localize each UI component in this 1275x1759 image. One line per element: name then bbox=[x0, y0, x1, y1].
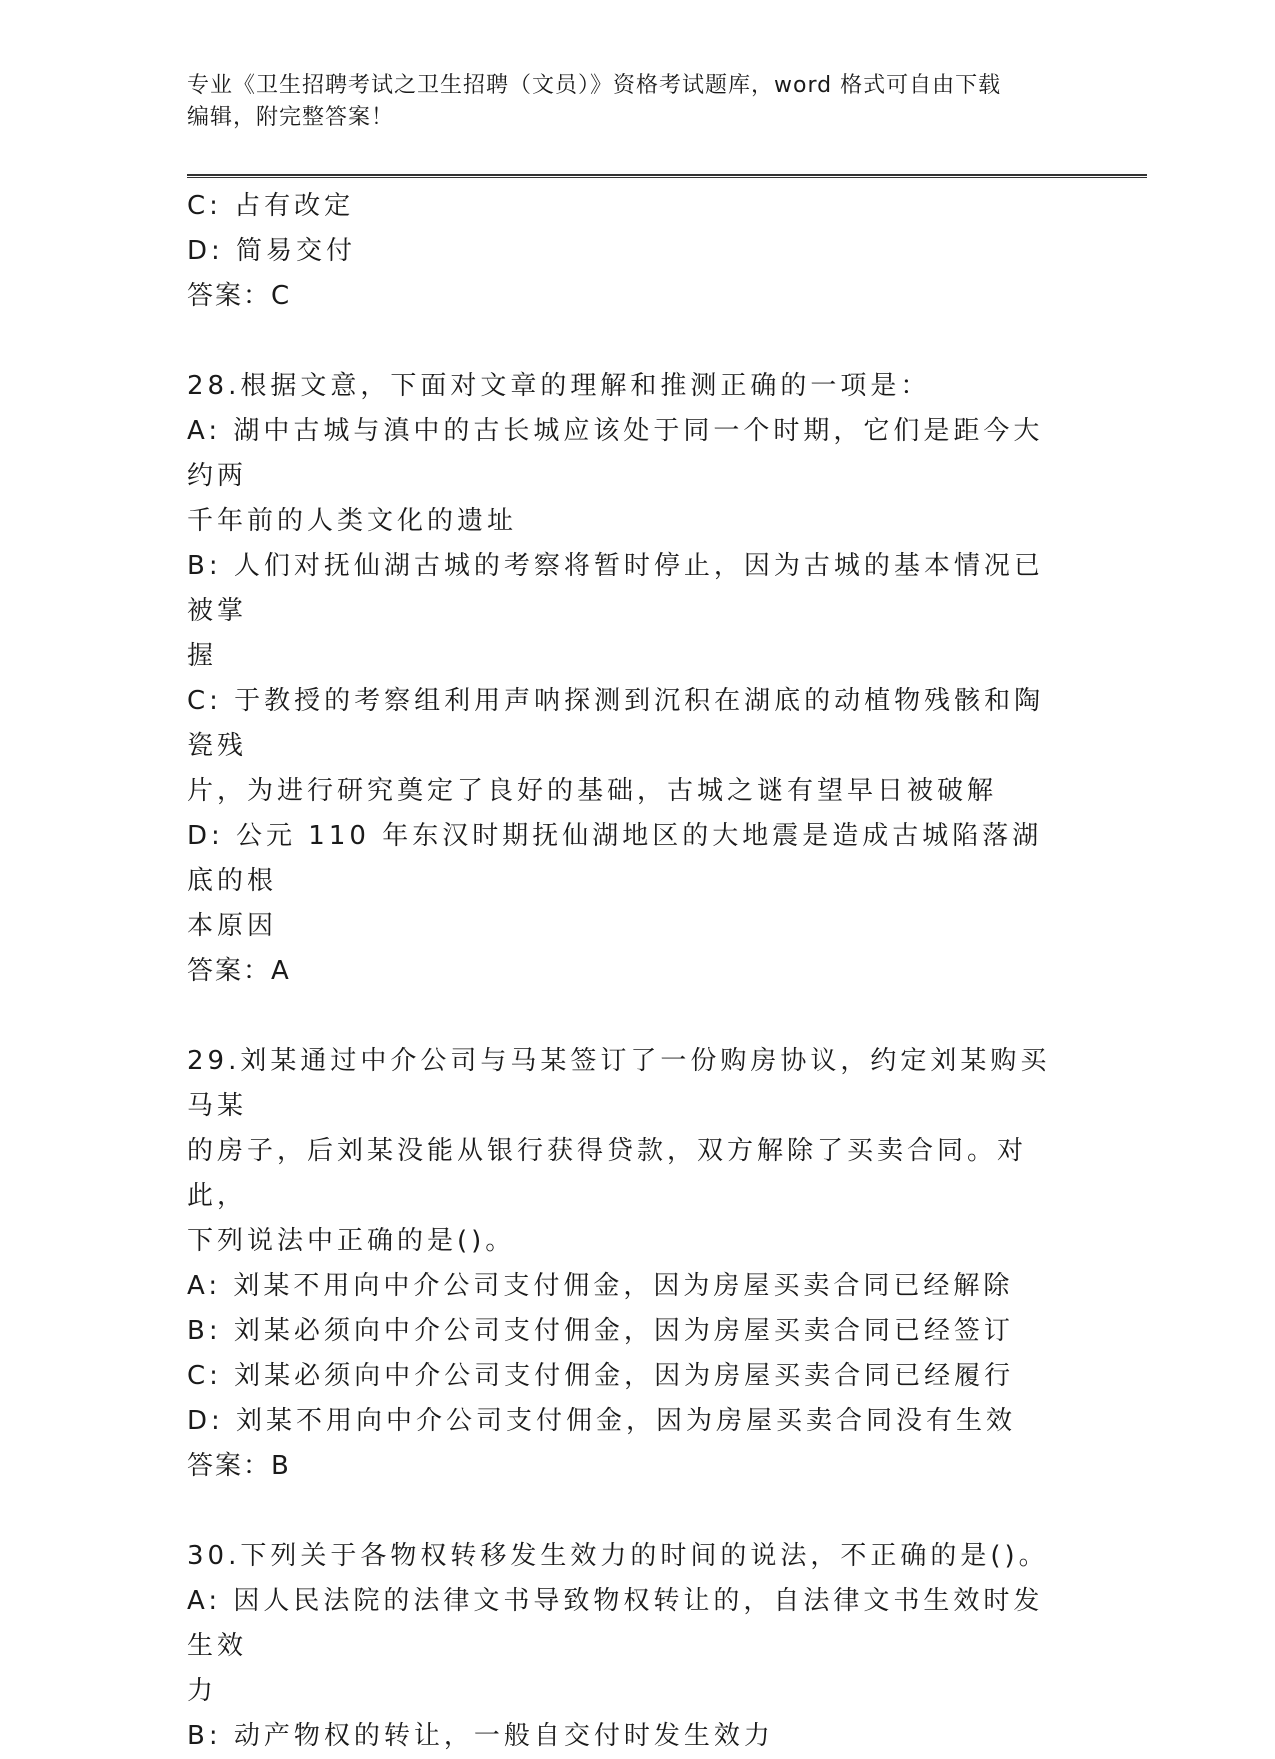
question-28-option-c: C: 于教授的考察组利用声呐探测到沉积在湖底的动植物残骸和陶瓷残 bbox=[187, 686, 1045, 761]
document-page bbox=[187, 70, 1147, 1759]
question-30-stem: 30.下列关于各物权转移发生效力的时间的说法，不正确的是()。 bbox=[187, 1541, 1049, 1571]
question-29-stem: 29.刘某通过中介公司与马某签订了一份购房协议，约定刘某购买马某 bbox=[187, 1046, 1051, 1121]
question-28-option-d: D: 公元 110 年东汉时期抚仙湖地区的大地震是造成古城陷落湖底的根 bbox=[187, 821, 1043, 896]
option-d: D: 简易交付 bbox=[187, 236, 357, 266]
question-28-option-c-cont: 片，为进行研究奠定了良好的基础，古城之谜有望早日被破解 bbox=[187, 776, 998, 806]
question-29-option-d: D: 刘某不用向中介公司支付佣金，因为房屋买卖合同没有生效 bbox=[187, 1406, 1017, 1436]
document-header bbox=[187, 70, 1067, 134]
option-c: C: 占有改定 bbox=[187, 191, 355, 221]
header-line-1: 专业《卫生招聘考试之卫生招聘（文员）》资格考试题库，word 格式可自由下载 bbox=[187, 73, 1002, 98]
question-28-answer: 答案：A bbox=[187, 956, 291, 986]
question-29-option-b: B: 刘某必须向中介公司支付佣金，因为房屋买卖合同已经签订 bbox=[187, 1316, 1014, 1346]
spacer bbox=[187, 1489, 1067, 1534]
question-28-option-a-cont: 千年前的人类文化的遗址 bbox=[187, 506, 518, 536]
question-28-option-b: B: 人们对抚仙湖古城的考察将暂时停止，因为古城的基本情况已被掌 bbox=[187, 551, 1044, 626]
question-29-option-c: C: 刘某必须向中介公司支付佣金，因为房屋买卖合同已经履行 bbox=[187, 1361, 1015, 1391]
question-28-option-d-cont: 本原因 bbox=[187, 911, 278, 941]
question-30-option-a-cont: 力 bbox=[187, 1676, 218, 1706]
question-29-stem-cont: 下列说法中正确的是()。 bbox=[187, 1226, 516, 1256]
question-28-stem: 28.根据文意，下面对文章的理解和推测正确的一项是： bbox=[187, 371, 931, 401]
spacer bbox=[187, 319, 1067, 364]
question-28-option-b-cont: 握 bbox=[187, 641, 218, 671]
question-29-option-a: A: 刘某不用向中介公司支付佣金，因为房屋买卖合同已经解除 bbox=[187, 1271, 1014, 1301]
question-list bbox=[187, 184, 1067, 1759]
question-29-answer: 答案：B bbox=[187, 1451, 291, 1481]
spacer bbox=[187, 994, 1067, 1039]
question-29-stem-cont: 的房子，后刘某没能从银行获得贷款，双方解除了买卖合同。对此， bbox=[187, 1136, 1028, 1211]
answer: 答案：C bbox=[187, 281, 292, 311]
question-30-option-b: B: 动产物权的转让，一般自交付时发生效力 bbox=[187, 1721, 774, 1751]
question-30-option-a: A: 因人民法院的法律文书导致物权转让的，自法律文书生效时发生效 bbox=[187, 1586, 1044, 1661]
question-28-option-a: A: 湖中古城与滇中的古长城应该处于同一个时期，它们是距今大约两 bbox=[187, 416, 1044, 491]
header-line-2: 编辑，附完整答案！ bbox=[187, 105, 395, 130]
header-divider bbox=[187, 174, 1147, 178]
